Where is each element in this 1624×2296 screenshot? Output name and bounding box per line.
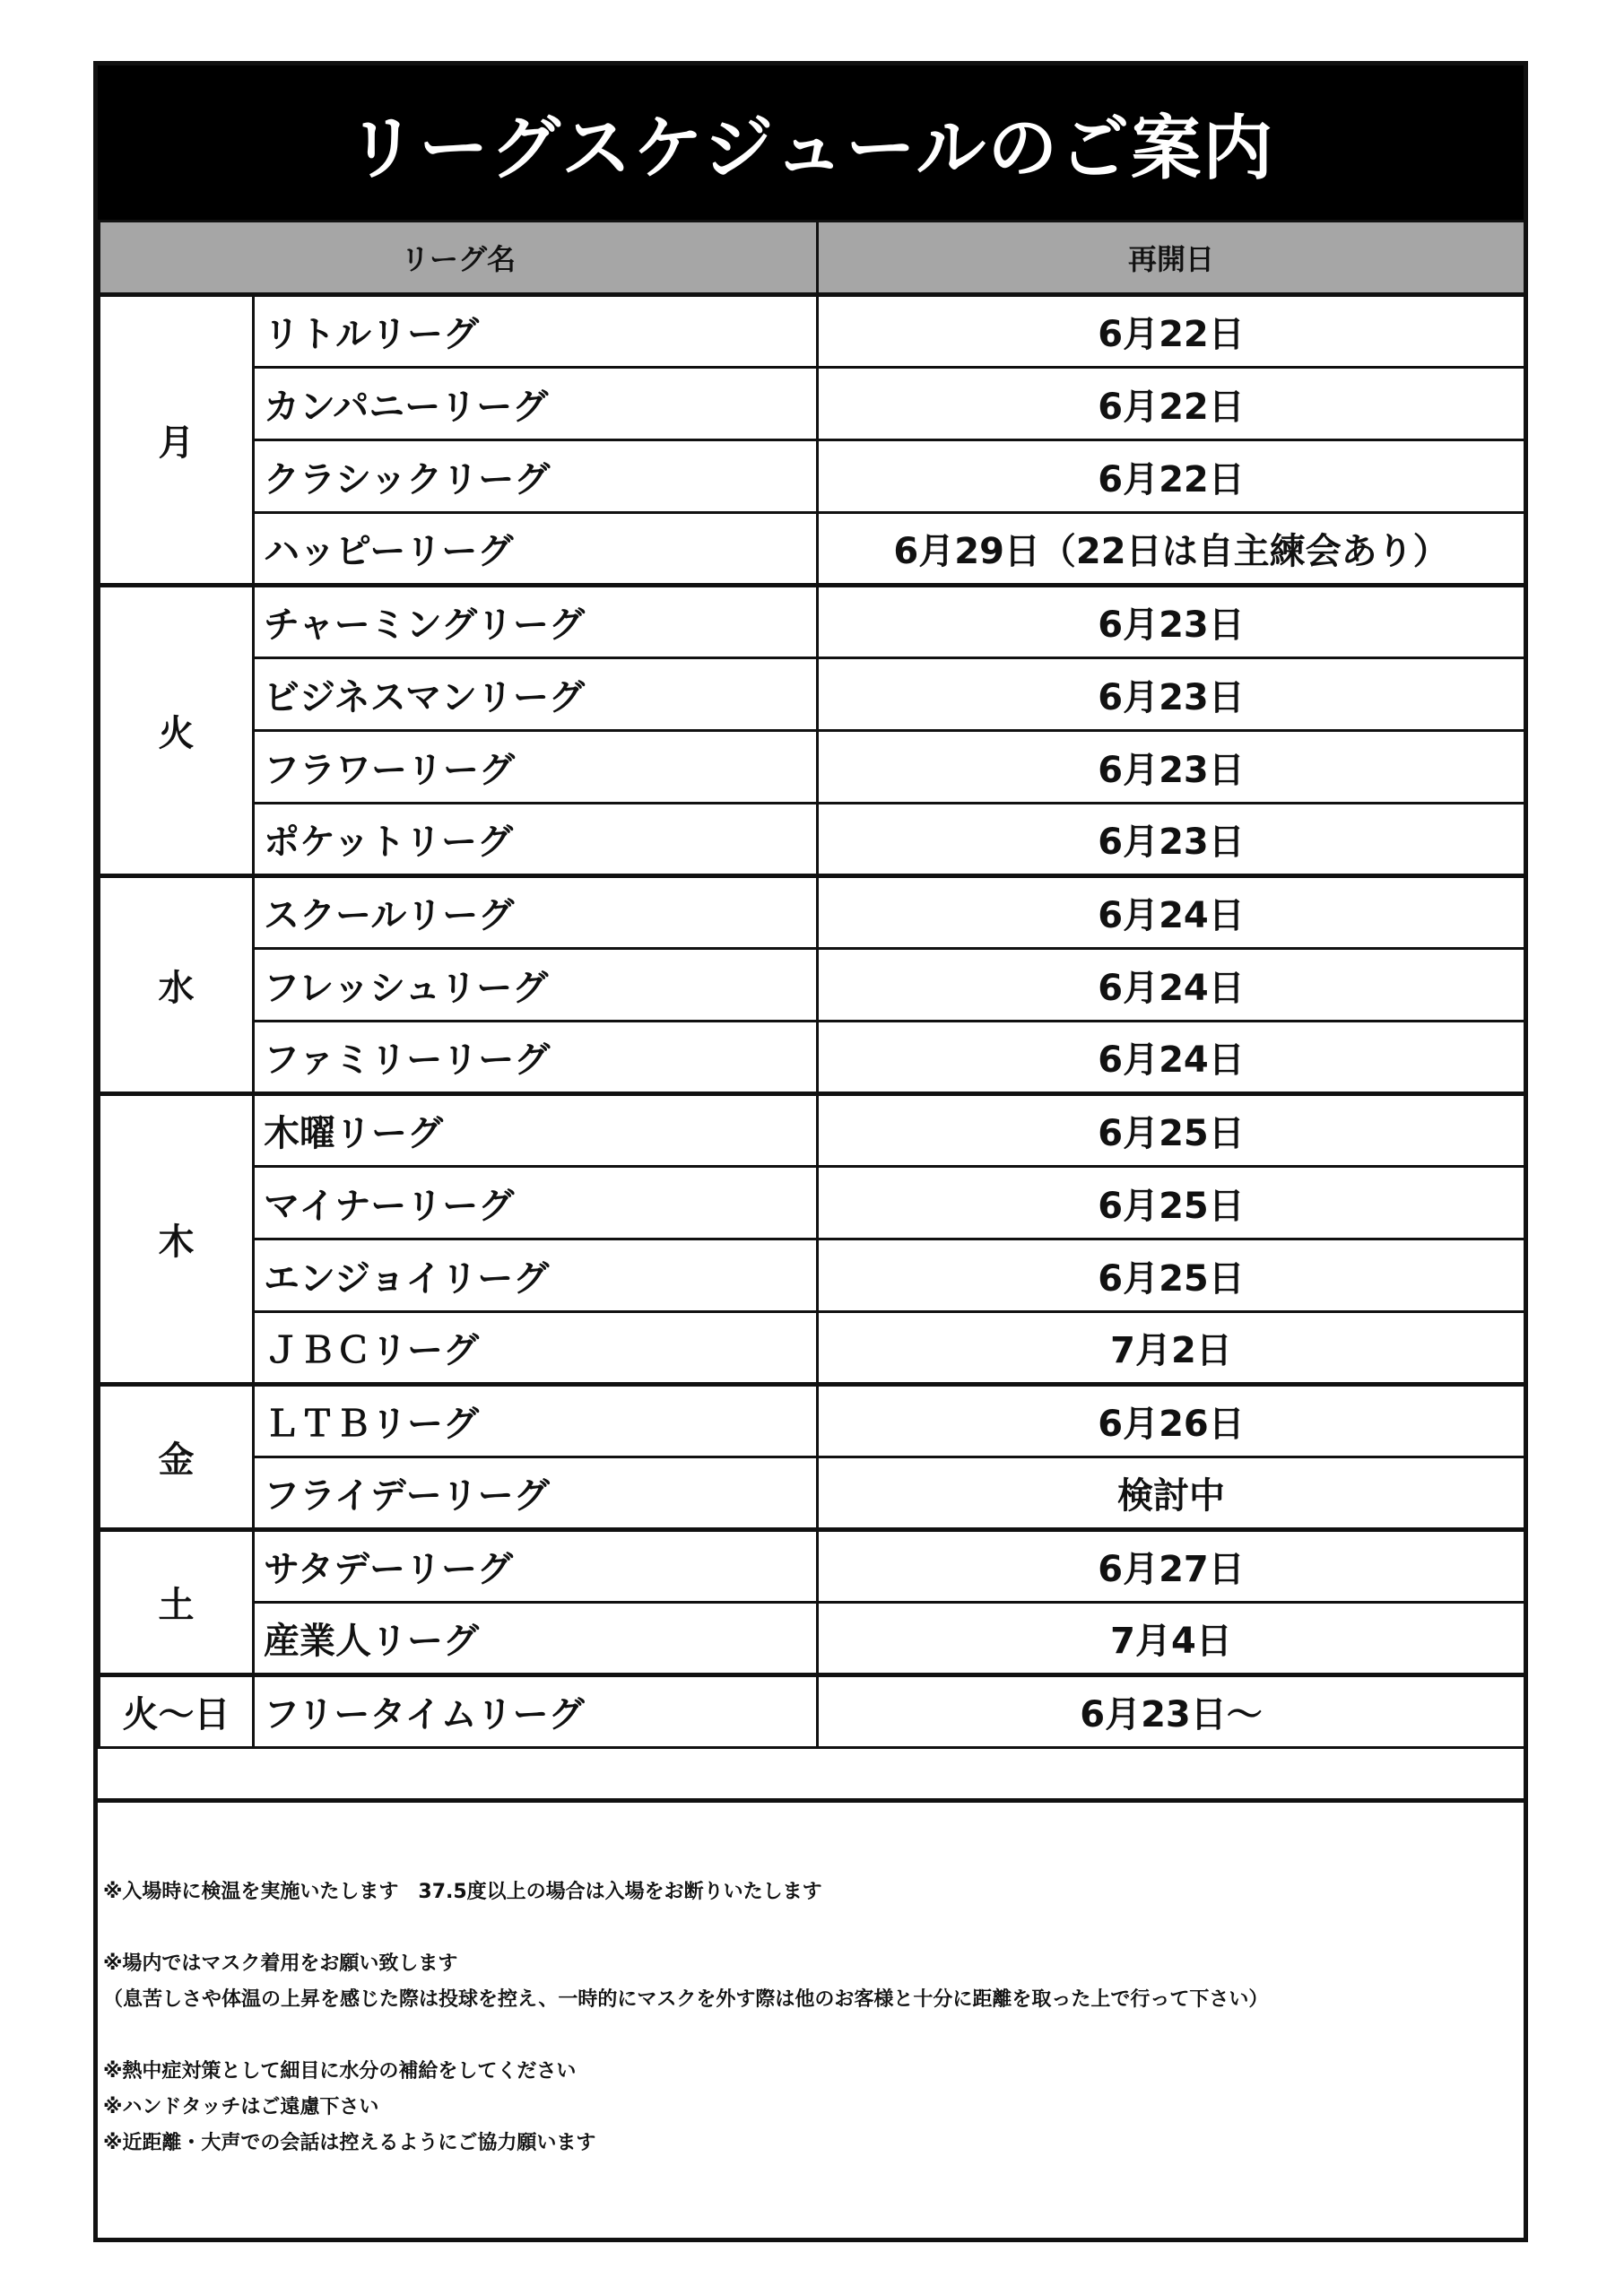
restart-date-cell: 7月4日: [818, 1603, 1525, 1675]
note-line: （息苦しさや体温の上昇を感じた際は投球を控え、一時的にマスクを外す際は他のお客様と十分に距離を取った上で行って下さい）: [103, 1988, 1269, 2011]
restart-date-cell: 6月22日: [818, 295, 1525, 368]
table-row: [100, 1385, 1525, 1457]
day-cell: 土: [100, 1530, 254, 1675]
restart-date-cell: 検討中: [818, 1457, 1525, 1530]
table-row: [100, 1675, 1525, 1748]
restart-date-cell: 6月26日: [818, 1385, 1525, 1457]
table-row: [100, 513, 1525, 586]
league-name-cell: クラシックリーグ: [254, 440, 818, 513]
schedule-table: [98, 220, 1526, 1749]
day-cell: 金: [100, 1385, 254, 1530]
table-row: [100, 1603, 1525, 1675]
table-row: [100, 1530, 1525, 1603]
league-name-cell: リトルリーグ: [254, 295, 818, 368]
league-name-cell: ハッピーリーグ: [254, 513, 818, 586]
restart-date-cell: 6月22日: [818, 440, 1525, 513]
table-row: [100, 1022, 1525, 1094]
day-cell: 月: [100, 295, 254, 586]
table-row: [100, 658, 1525, 731]
header-league-name: リーグ名: [100, 222, 818, 295]
table-row: [100, 440, 1525, 513]
league-name-cell: カンパニーリーグ: [254, 368, 818, 440]
restart-date-cell: 6月23日: [818, 586, 1525, 658]
notes-spacer: [103, 2018, 1524, 2054]
table-row: [100, 368, 1525, 440]
league-name-cell: ファミリーリーグ: [254, 1022, 818, 1094]
table-row: [100, 1312, 1525, 1385]
league-name-cell: スクールリーグ: [254, 876, 818, 949]
league-name-cell: フレッシュリーグ: [254, 949, 818, 1022]
table-row: [100, 295, 1525, 368]
restart-date-cell: 6月22日: [818, 368, 1525, 440]
note-line: ※入場時に検温を実施いたします 37.5度以上の場合は入場をお断りいたします: [103, 1881, 822, 1903]
restart-date-cell: 6月24日: [818, 949, 1525, 1022]
day-cell: 木: [100, 1094, 254, 1385]
table-row: [100, 876, 1525, 949]
note-line: ※近距離・大声での会話は控えるようにご協力願います: [103, 2132, 596, 2154]
table-row: [100, 1239, 1525, 1312]
restart-date-cell: 6月23日: [818, 658, 1525, 731]
note-line: ※場内ではマスク着用をお願い致します: [103, 1952, 458, 1975]
restart-date-cell: 6月25日: [818, 1239, 1525, 1312]
table-row: [100, 949, 1525, 1022]
notes-section: [98, 1798, 1524, 2238]
restart-date-cell: 6月25日: [818, 1094, 1525, 1167]
table-row: [100, 1167, 1525, 1239]
league-name-cell: サタデーリーグ: [254, 1530, 818, 1603]
league-name-cell: フリータイムリーグ: [254, 1675, 818, 1748]
restart-date-cell: 6月23日: [818, 804, 1525, 876]
restart-date-cell: 6月23日: [818, 731, 1525, 804]
restart-date-cell: 7月2日: [818, 1312, 1525, 1385]
restart-date-cell: 6月27日: [818, 1530, 1525, 1603]
league-name-cell: 産業人リーグ: [254, 1603, 818, 1675]
schedule-sheet: [93, 61, 1528, 2242]
table-row: [100, 804, 1525, 876]
league-name-cell: ＪＢＣリーグ: [254, 1312, 818, 1385]
league-name-cell: エンジョイリーグ: [254, 1239, 818, 1312]
table-row: [100, 1457, 1525, 1530]
table-header-row: [100, 222, 1525, 295]
restart-date-cell: 6月25日: [818, 1167, 1525, 1239]
league-name-cell: ＬＴＢリーグ: [254, 1385, 818, 1457]
day-cell: 火: [100, 586, 254, 876]
table-row: [100, 586, 1525, 658]
restart-date-cell: 6月29日（22日は自主練会あり）: [818, 513, 1525, 586]
note-line: ※ハンドタッチはご遠慮下さい: [103, 2096, 379, 2118]
league-name-cell: フラワーリーグ: [254, 731, 818, 804]
day-cell: 水: [100, 876, 254, 1094]
header-restart-date: 再開日: [818, 222, 1525, 295]
title-bar: [98, 65, 1524, 220]
league-name-cell: マイナーリーグ: [254, 1167, 818, 1239]
league-name-cell: ビジネスマンリーグ: [254, 658, 818, 731]
schedule-body: [100, 295, 1525, 1748]
restart-date-cell: 6月24日: [818, 876, 1525, 949]
restart-date-cell: 6月24日: [818, 1022, 1525, 1094]
table-row: [100, 1094, 1525, 1167]
page-title: リーグスケジュールのご案内: [346, 109, 1275, 189]
note-line: ※熱中症対策として細目に水分の補給をしてください: [103, 2060, 577, 2083]
day-cell: 火～日: [100, 1675, 254, 1748]
table-row: [100, 731, 1525, 804]
league-name-cell: フライデーリーグ: [254, 1457, 818, 1530]
notes-spacer: [103, 1910, 1524, 1946]
restart-date-cell: 6月23日～: [818, 1675, 1525, 1748]
league-name-cell: チャーミングリーグ: [254, 586, 818, 658]
league-name-cell: ポケットリーグ: [254, 804, 818, 876]
league-name-cell: 木曜リーグ: [254, 1094, 818, 1167]
